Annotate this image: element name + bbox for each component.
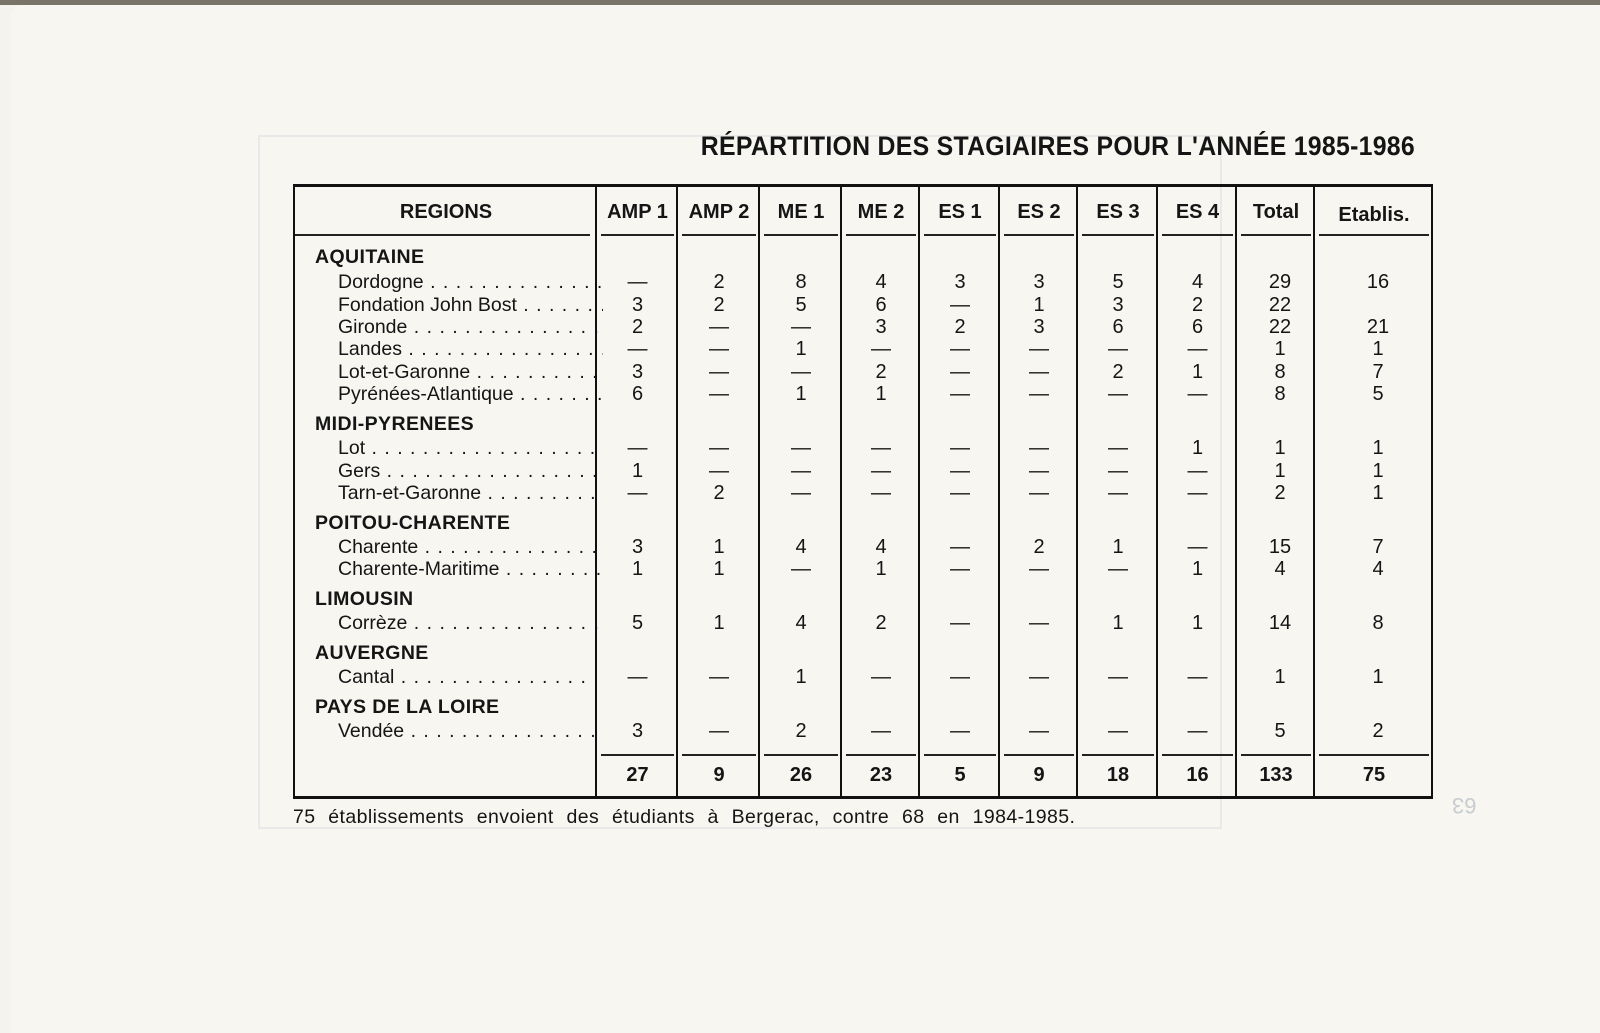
column-header-es-3: ES 3 — [1096, 201, 1140, 223]
cell-me-2: — — [871, 338, 891, 360]
region-row — [295, 588, 1431, 611]
cell-amp-2: 2 — [713, 271, 725, 293]
cell-es-1: — — [950, 437, 970, 459]
column-header-es-4: ES 4 — [1175, 201, 1220, 223]
cell-es-2: — — [1029, 383, 1049, 405]
header-rule — [295, 234, 590, 236]
cell-me-1: — — [791, 437, 811, 459]
cell-es-2: — — [1029, 361, 1049, 383]
table-row — [295, 338, 1431, 361]
footnote: 75 établissements envoient des étudiants à Bergerac, contre 68 en 1984-1985. — [293, 806, 1076, 828]
cell-es-2: — — [1029, 338, 1049, 360]
table-row — [295, 482, 1431, 505]
cell-es-3: 3 — [1112, 294, 1124, 316]
cell-total: 22 — [1268, 294, 1292, 316]
cell-amp-1: 1 — [631, 558, 644, 580]
cell-etablis: 21 — [1366, 316, 1390, 338]
cell-es-3: — — [1108, 558, 1128, 580]
region-label: POITOU-CHARENTE — [315, 512, 511, 534]
cell-es-3: — — [1108, 460, 1128, 482]
cell-es-1: 3 — [954, 271, 966, 293]
cell-amp-2: — — [709, 720, 729, 742]
header-rule — [601, 234, 674, 236]
cell-es-2: 3 — [1033, 271, 1045, 293]
header-rule — [1082, 234, 1154, 236]
cell-total: 1 — [1274, 437, 1286, 459]
cell-me-1: 1 — [795, 666, 807, 688]
cell-total: 1 — [1274, 666, 1286, 688]
establishment-label: Lot-et-Garonne . . . — [338, 361, 603, 384]
total-es-3: 18 — [1106, 764, 1130, 786]
establishment-label: Gironde . . . — [338, 316, 603, 339]
cell-es-1: 2 — [954, 316, 966, 338]
cell-total: 8 — [1274, 383, 1286, 405]
cell-es-4: — — [1187, 482, 1208, 504]
column-separator — [840, 187, 842, 796]
cell-es-1: — — [950, 338, 970, 360]
cell-total: 1 — [1274, 460, 1286, 482]
cell-me-2: — — [871, 720, 891, 742]
cell-amp-1: 3 — [631, 361, 644, 383]
cell-es-2: — — [1029, 437, 1049, 459]
cell-es-3: — — [1108, 437, 1128, 459]
cell-amp-1: 3 — [631, 536, 644, 558]
region-label: AUVERGNE — [315, 642, 429, 664]
cell-amp-2: 1 — [713, 558, 725, 580]
table-row — [295, 316, 1431, 339]
cell-amp-2: 2 — [713, 294, 725, 316]
column-header-regions: REGIONS — [399, 201, 493, 223]
cell-es-4: 1 — [1191, 437, 1204, 459]
cell-amp-2: 1 — [713, 536, 725, 558]
cell-me-1: 2 — [795, 720, 807, 742]
header-rule — [846, 234, 916, 236]
cell-me-2: 1 — [875, 383, 887, 405]
cell-me-1: 8 — [795, 271, 807, 293]
cell-es-1: — — [950, 294, 970, 316]
table-row — [295, 294, 1431, 317]
cell-etablis: 2 — [1372, 720, 1384, 742]
table-row — [295, 720, 1431, 743]
region-label: MIDI-PYRENEES — [315, 413, 475, 435]
establishment-label: Vendée . . . — [338, 720, 603, 743]
cell-es-3: 6 — [1112, 316, 1124, 338]
cell-me-2: 3 — [875, 316, 887, 338]
cell-me-1: 1 — [795, 338, 807, 360]
table-row — [295, 666, 1431, 689]
cell-total: 15 — [1268, 536, 1292, 558]
cell-es-2: — — [1029, 558, 1049, 580]
cell-total: 1 — [1274, 338, 1286, 360]
cell-me-1: 5 — [795, 294, 807, 316]
cell-total: 4 — [1274, 558, 1286, 580]
cell-me-1: 4 — [795, 612, 807, 634]
total-es-4: 16 — [1186, 764, 1209, 786]
cell-me-1: — — [791, 316, 811, 338]
sum-rule — [1162, 754, 1233, 756]
table-row — [295, 437, 1431, 460]
header-rule — [924, 234, 996, 236]
cell-es-4: — — [1187, 536, 1208, 558]
establishment-label: Corrèze . . . — [338, 612, 603, 635]
header-rule — [1319, 234, 1429, 236]
bleed-through-page-number: 63 — [1452, 793, 1477, 818]
establishment-label: Cantal . . . — [338, 666, 603, 689]
cell-es-1: — — [950, 558, 970, 580]
cell-es-1: — — [950, 460, 970, 482]
total-amp-1: 27 — [626, 764, 649, 786]
header-rule — [764, 234, 838, 236]
cell-me-2: 1 — [875, 558, 887, 580]
cell-amp-1: 5 — [631, 612, 644, 634]
region-label: AQUITAINE — [315, 246, 425, 268]
sum-rule — [1082, 754, 1154, 756]
column-separator — [1235, 187, 1237, 796]
table-row — [295, 612, 1431, 635]
cell-me-2: 4 — [875, 536, 887, 558]
cell-es-4: 1 — [1191, 612, 1204, 634]
cell-es-2: — — [1029, 612, 1049, 634]
establishment-label: Landes . . . — [338, 338, 603, 361]
cell-es-3: 1 — [1112, 612, 1124, 634]
column-header-amp-2: AMP 2 — [688, 201, 750, 223]
cell-es-4: 4 — [1191, 271, 1204, 293]
column-header-es-1: ES 1 — [938, 201, 982, 223]
cell-me-2: — — [871, 460, 891, 482]
cell-amp-1: — — [627, 338, 648, 360]
column-header-es-2: ES 2 — [1017, 201, 1061, 223]
sum-rule — [764, 754, 838, 756]
cell-total: 14 — [1268, 612, 1292, 634]
total-me-2: 23 — [869, 764, 893, 786]
cell-me-2: 4 — [875, 271, 887, 293]
total-total: 133 — [1259, 764, 1293, 786]
cell-es-3: — — [1108, 383, 1128, 405]
cell-es-2: 1 — [1033, 294, 1045, 316]
cell-me-2: 2 — [875, 361, 887, 383]
cell-es-4: — — [1187, 666, 1208, 688]
column-separator — [1313, 187, 1315, 796]
totals-row — [295, 764, 1431, 787]
cell-amp-2: — — [709, 383, 729, 405]
cell-me-1: — — [791, 361, 811, 383]
column-separator — [1076, 187, 1078, 796]
cell-amp-1: — — [627, 437, 648, 459]
cell-es-1: — — [950, 383, 970, 405]
header-rule — [1241, 234, 1311, 236]
cell-es-3: 2 — [1112, 361, 1124, 383]
cell-es-4: — — [1187, 720, 1208, 742]
cell-me-2: — — [871, 482, 891, 504]
table-row — [295, 536, 1431, 559]
table-row — [295, 558, 1431, 581]
establishment-label: Dordogne . . . — [338, 271, 603, 294]
header-rule — [1004, 234, 1074, 236]
total-es-1: 5 — [954, 764, 966, 786]
column-separator — [918, 187, 920, 796]
sum-rule — [1004, 754, 1074, 756]
cell-amp-2: — — [709, 338, 729, 360]
cell-etablis: 1 — [1372, 666, 1384, 688]
header-rule — [1162, 234, 1233, 236]
establishment-label: Tarn-et-Garonne . . . — [338, 482, 603, 505]
cell-amp-1: 1 — [631, 460, 644, 482]
cell-es-3: 5 — [1112, 271, 1124, 293]
cell-es-4: 2 — [1191, 294, 1204, 316]
sum-rule — [924, 754, 996, 756]
cell-es-3: 1 — [1112, 536, 1124, 558]
cell-es-1: — — [950, 482, 970, 504]
region-label: PAYS DE LA LOIRE — [315, 696, 500, 718]
cell-etablis: 4 — [1372, 558, 1384, 580]
cell-total: 22 — [1268, 316, 1292, 338]
cell-etablis: 1 — [1372, 437, 1384, 459]
cell-etablis: 8 — [1372, 612, 1384, 634]
sum-rule — [601, 754, 674, 756]
cell-amp-2: — — [709, 316, 729, 338]
cell-etablis: 1 — [1372, 338, 1384, 360]
cell-me-1: — — [791, 558, 811, 580]
cell-es-2: — — [1029, 482, 1049, 504]
sum-rule — [1241, 754, 1311, 756]
cell-me-2: — — [871, 437, 891, 459]
cell-es-2: — — [1029, 666, 1049, 688]
cell-etablis: 16 — [1366, 271, 1390, 293]
total-amp-2: 9 — [713, 764, 725, 786]
table-title: RÉPARTITION DES STAGIAIRES POUR L'ANNÉE 1985-1986 — [700, 131, 1415, 161]
column-separator — [595, 187, 597, 796]
cell-amp-1: 6 — [631, 383, 644, 405]
region-label: LIMOUSIN — [315, 588, 414, 610]
cell-amp-1: 3 — [631, 294, 644, 316]
region-row — [295, 512, 1431, 535]
cell-amp-2: 2 — [713, 482, 725, 504]
column-header-total: Total — [1252, 201, 1300, 223]
establishment-label: Lot . . . — [338, 437, 603, 460]
region-row — [295, 246, 1431, 269]
cell-es-1: — — [950, 361, 970, 383]
cell-me-2: 6 — [875, 294, 887, 316]
total-etablis: 75 — [1362, 764, 1386, 786]
cell-amp-1: — — [627, 271, 648, 293]
cell-amp-1: — — [627, 666, 648, 688]
cell-me-2: — — [871, 666, 891, 688]
cell-es-4: — — [1187, 460, 1208, 482]
column-header-etablis: Etablis. — [1338, 204, 1410, 226]
sum-rule — [682, 754, 756, 756]
column-header-me-2: ME 2 — [857, 201, 905, 223]
establishment-label: Fondation John Bost . . . — [338, 294, 603, 317]
cell-total: 29 — [1268, 271, 1292, 293]
sum-rule — [1319, 754, 1429, 756]
cell-es-1: — — [950, 612, 970, 634]
cell-es-4: 6 — [1191, 316, 1204, 338]
cell-amp-1: — — [627, 482, 648, 504]
table-row — [295, 361, 1431, 384]
cell-etablis: 1 — [1372, 482, 1384, 504]
cell-me-1: 4 — [795, 536, 807, 558]
cell-amp-2: — — [709, 361, 729, 383]
cell-etablis: 5 — [1372, 383, 1384, 405]
cell-es-4: — — [1187, 338, 1208, 360]
table-row — [295, 271, 1431, 294]
cell-es-2: — — [1029, 720, 1049, 742]
establishment-label: Charente-Maritime . . . — [338, 558, 603, 581]
cell-etablis: 7 — [1372, 361, 1384, 383]
cell-amp-1: 2 — [631, 316, 644, 338]
establishment-label: Charente . . . — [338, 536, 603, 559]
table-row — [295, 460, 1431, 483]
cell-es-3: — — [1108, 720, 1128, 742]
cell-es-1: — — [950, 536, 970, 558]
cell-es-2: 2 — [1033, 536, 1045, 558]
establishment-label: Pyrénées-Atlantique . . . — [338, 383, 603, 406]
cell-total: 8 — [1274, 361, 1286, 383]
cell-total: 5 — [1274, 720, 1286, 742]
cell-etablis: 7 — [1372, 536, 1384, 558]
cell-total: 2 — [1274, 482, 1286, 504]
column-separator — [676, 187, 678, 796]
cell-es-2: 3 — [1033, 316, 1045, 338]
cell-me-1: — — [791, 482, 811, 504]
total-es-2: 9 — [1033, 764, 1045, 786]
cell-es-3: — — [1108, 666, 1128, 688]
header-rule — [682, 234, 756, 236]
column-separator — [998, 187, 1000, 796]
column-separator — [1156, 187, 1158, 796]
column-header-me-1: ME 1 — [777, 201, 825, 223]
region-row — [295, 413, 1431, 436]
cell-amp-2: — — [709, 460, 729, 482]
region-row — [295, 642, 1431, 665]
sum-rule — [846, 754, 916, 756]
cell-amp-2: — — [709, 437, 729, 459]
cell-es-3: — — [1108, 338, 1128, 360]
cell-es-4: — — [1187, 383, 1208, 405]
cell-me-1: — — [791, 460, 811, 482]
cell-me-1: 1 — [795, 383, 807, 405]
region-row — [295, 696, 1431, 719]
establishment-label: Gers . . . — [338, 460, 603, 483]
cell-es-4: 1 — [1191, 558, 1204, 580]
cell-amp-2: 1 — [713, 612, 725, 634]
cell-es-4: 1 — [1191, 361, 1204, 383]
distribution-table — [293, 184, 1433, 799]
cell-etablis: 1 — [1372, 460, 1384, 482]
cell-es-3: — — [1108, 482, 1128, 504]
cell-me-2: 2 — [875, 612, 887, 634]
cell-es-1: — — [950, 720, 970, 742]
cell-amp-2: — — [709, 666, 729, 688]
cell-es-2: — — [1029, 460, 1049, 482]
table-row — [295, 383, 1431, 406]
cell-amp-1: 3 — [631, 720, 644, 742]
total-me-1: 26 — [789, 764, 813, 786]
cell-es-1: — — [950, 666, 970, 688]
column-separator — [758, 187, 760, 796]
column-header-amp-1: AMP 1 — [607, 201, 668, 223]
